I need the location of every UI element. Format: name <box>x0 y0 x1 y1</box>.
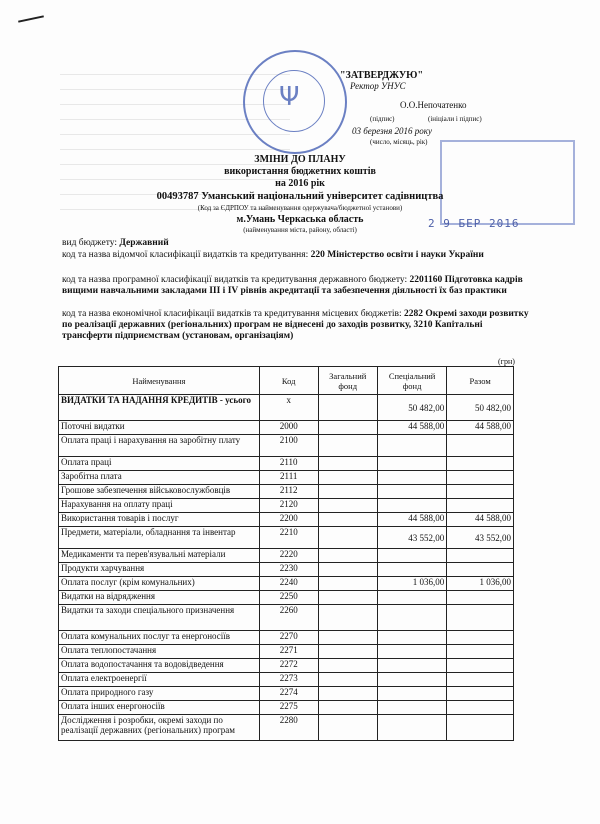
row-total-cell <box>447 687 514 701</box>
row-name-cell: Поточні видатки <box>59 421 260 435</box>
row-total-cell <box>447 673 514 687</box>
row-total-cell: 1 036,00 <box>447 577 514 591</box>
row-general-cell <box>318 563 377 577</box>
row-general-cell <box>318 577 377 591</box>
row-name-cell: Оплата послуг (крім комунальних) <box>59 577 260 591</box>
row-general-cell <box>318 513 377 527</box>
header-special-fund: Спеціальний фонд <box>377 367 446 395</box>
row-name-cell: Видатки на відрядження <box>59 591 260 605</box>
row-general-cell <box>318 687 377 701</box>
row-special-cell: 44 588,00 <box>377 421 446 435</box>
expenditure-table <box>58 366 514 741</box>
table-row <box>59 591 514 605</box>
row-general-cell <box>318 395 377 421</box>
row-general-cell <box>318 631 377 645</box>
row-total-cell: 43 552,00 <box>447 527 514 549</box>
city-line: м.Умань Черкаська область <box>236 214 364 225</box>
approval-block <box>340 70 520 146</box>
approval-date-caption: (число, місяць, рік) <box>370 138 428 146</box>
row-total-cell <box>447 701 514 715</box>
row-total-cell <box>447 563 514 577</box>
row-special-cell <box>377 605 446 631</box>
row-code-cell: 2240 <box>259 577 318 591</box>
table-row <box>59 605 514 631</box>
row-code-cell: 2275 <box>259 701 318 715</box>
organization-caption: (Код за ЄДРПОУ та найменування одержувача/бюджетної установи) <box>197 204 403 212</box>
row-general-cell <box>318 659 377 673</box>
row-special-cell: 43 552,00 <box>377 527 446 549</box>
row-special-cell: 50 482,00 <box>377 395 446 421</box>
table-row <box>59 659 514 673</box>
row-special-cell <box>377 471 446 485</box>
row-special-cell <box>377 645 446 659</box>
row-code-cell: 2250 <box>259 591 318 605</box>
row-code-cell: 2200 <box>259 513 318 527</box>
row-code-cell: 2260 <box>259 605 318 631</box>
row-special-cell <box>377 673 446 687</box>
approval-signer: О.О.Непочатенко <box>400 100 467 110</box>
approval-date: 03 березня 2016 року <box>352 126 433 136</box>
document-year: на 2016 рік <box>275 178 325 189</box>
department-classification-line: код та назва відомчої класифікації видатків та кредитування: 220 Міністерство освіти і науки України <box>62 250 484 260</box>
row-special-cell <box>377 687 446 701</box>
row-special-cell <box>377 659 446 673</box>
trident-emblem-icon: Ψ <box>279 82 300 112</box>
row-special-cell <box>377 563 446 577</box>
program-classification-line: код та назва програмної класифікації видатків та кредитування державного бюджету: 2201160 Підготовка кадрів вищими навчальними закладами ІІІ і ІV рівнів акредитації та забезпечення діяльності їх баз практики <box>62 275 523 296</box>
table-row <box>59 435 514 457</box>
table-row <box>59 577 514 591</box>
row-general-cell <box>318 645 377 659</box>
row-general-cell <box>318 605 377 631</box>
row-name-cell: Оплата електроенергії <box>59 673 260 687</box>
row-total-cell <box>447 605 514 631</box>
table-row <box>59 687 514 701</box>
table-row <box>59 527 514 549</box>
row-code-cell: 2271 <box>259 645 318 659</box>
table-row <box>59 563 514 577</box>
row-name-cell: Предмети, матеріали, обладнання та інвентар <box>59 527 260 549</box>
row-code-cell: 2230 <box>259 563 318 577</box>
document-title: ЗМІНИ ДО ПЛАНУ <box>254 154 346 165</box>
table-row <box>59 421 514 435</box>
row-special-cell: 44 588,00 <box>377 513 446 527</box>
row-name-cell: Оплата інших енергоносіїв <box>59 701 260 715</box>
row-name-cell: Оплата комунальних послуг та енергоносіїв <box>59 631 260 645</box>
table-header-row <box>59 367 514 395</box>
row-code-cell: 2112 <box>259 485 318 499</box>
row-total-cell <box>447 471 514 485</box>
row-name-cell: Використання товарів і послуг <box>59 513 260 527</box>
table-row <box>59 673 514 687</box>
table-row <box>59 499 514 513</box>
row-total-cell <box>447 645 514 659</box>
row-name-cell: Нарахування на оплату праці <box>59 499 260 513</box>
row-general-cell <box>318 485 377 499</box>
row-general-cell <box>318 701 377 715</box>
row-code-cell: 2280 <box>259 715 318 741</box>
row-general-cell <box>318 715 377 741</box>
row-general-cell <box>318 421 377 435</box>
row-code-cell: 2000 <box>259 421 318 435</box>
row-total-cell <box>447 457 514 471</box>
row-code-cell: x <box>259 395 318 421</box>
row-total-cell: 44 588,00 <box>447 421 514 435</box>
organization-line: 00493787 Уманський національний університет садівництва <box>156 191 444 202</box>
row-special-cell <box>377 457 446 471</box>
row-special-cell <box>377 485 446 499</box>
row-code-cell: 2273 <box>259 673 318 687</box>
table-row <box>59 645 514 659</box>
row-general-cell <box>318 591 377 605</box>
row-general-cell <box>318 499 377 513</box>
row-name-cell: Дослідження і розробки, окремі заходи по реалізації державних (регіональних) програм <box>59 715 260 741</box>
pen-mark <box>18 15 44 22</box>
row-special-cell <box>377 435 446 457</box>
table-body <box>59 395 514 741</box>
row-special-cell <box>377 631 446 645</box>
row-code-cell: 2272 <box>259 659 318 673</box>
row-total-cell <box>447 485 514 499</box>
approval-position: Ректор УНУС <box>350 81 406 91</box>
row-name-cell: Оплата праці і нарахування на заробітну плату <box>59 435 260 457</box>
header-total: Разом <box>447 367 514 395</box>
row-code-cell: 2274 <box>259 687 318 701</box>
row-name-cell: Оплата природного газу <box>59 687 260 701</box>
city-caption: (найменування міста, району, області) <box>243 226 357 234</box>
row-special-cell <box>377 715 446 741</box>
row-total-cell <box>447 435 514 457</box>
row-code-cell: 2100 <box>259 435 318 457</box>
table-row <box>59 631 514 645</box>
row-total-cell <box>447 549 514 563</box>
row-total-cell: 44 588,00 <box>447 513 514 527</box>
row-general-cell <box>318 435 377 457</box>
row-special-cell <box>377 701 446 715</box>
row-general-cell <box>318 549 377 563</box>
table-row <box>59 471 514 485</box>
table-row <box>59 485 514 499</box>
table-row <box>59 701 514 715</box>
row-special-cell <box>377 591 446 605</box>
row-general-cell <box>318 471 377 485</box>
approval-initials-caption: (ініціали і підпис) <box>428 115 482 123</box>
table-row <box>59 549 514 563</box>
row-general-cell <box>318 673 377 687</box>
round-seal-stamp <box>243 50 347 154</box>
row-name-cell: Заробітна плата <box>59 471 260 485</box>
approval-heading: "ЗАТВЕРДЖУЮ" <box>340 70 423 81</box>
row-name-cell: Продукти харчування <box>59 563 260 577</box>
header-general-fund: Загальний фонд <box>318 367 377 395</box>
currency-unit: (грн) <box>498 357 515 366</box>
received-date-stamp: 2 9 БЕР 2016 <box>428 217 520 230</box>
economic-classification-line: код та назва економічної класифікації видатків та кредитування місцевих бюджетів: 2282 Окремі заходи розвитку по реалізації державних (регіональних) програм не віднесені до заходів розвитку, 3210 Капітальні трансферти підприємствам (установам, організаціям) <box>62 309 529 341</box>
row-general-cell <box>318 457 377 471</box>
table-row <box>59 457 514 471</box>
row-code-cell: 2111 <box>259 471 318 485</box>
row-code-cell: 2110 <box>259 457 318 471</box>
table-row <box>59 395 514 421</box>
row-general-cell <box>318 527 377 549</box>
row-code-cell: 2210 <box>259 527 318 549</box>
row-special-cell <box>377 499 446 513</box>
row-total-cell <box>447 659 514 673</box>
row-name-cell: ВИДАТКИ ТА НАДАННЯ КРЕДИТІВ - усього <box>59 395 260 421</box>
header-code: Код <box>259 367 318 395</box>
budget-type-line: вид бюджету: Державний <box>62 238 169 248</box>
row-name-cell: Оплата водопостачання та водовідведення <box>59 659 260 673</box>
row-name-cell: Грошове забезпечення військовослужбовців <box>59 485 260 499</box>
row-name-cell: Медикаменти та перев'язувальні матеріали <box>59 549 260 563</box>
row-code-cell: 2220 <box>259 549 318 563</box>
row-code-cell: 2270 <box>259 631 318 645</box>
document-subtitle: використання бюджетних коштів <box>224 166 376 177</box>
row-special-cell <box>377 549 446 563</box>
row-total-cell <box>447 591 514 605</box>
table-row <box>59 715 514 741</box>
row-special-cell: 1 036,00 <box>377 577 446 591</box>
row-total-cell: 50 482,00 <box>447 395 514 421</box>
header-name: Найменування <box>59 367 260 395</box>
row-name-cell: Оплата теплопостачання <box>59 645 260 659</box>
approval-sign-caption: (підпис) <box>370 115 395 123</box>
row-total-cell <box>447 631 514 645</box>
table-row <box>59 513 514 527</box>
row-total-cell <box>447 499 514 513</box>
row-name-cell: Оплата праці <box>59 457 260 471</box>
row-code-cell: 2120 <box>259 499 318 513</box>
row-name-cell: Видатки та заходи спеціального призначення <box>59 605 260 631</box>
row-total-cell <box>447 715 514 741</box>
